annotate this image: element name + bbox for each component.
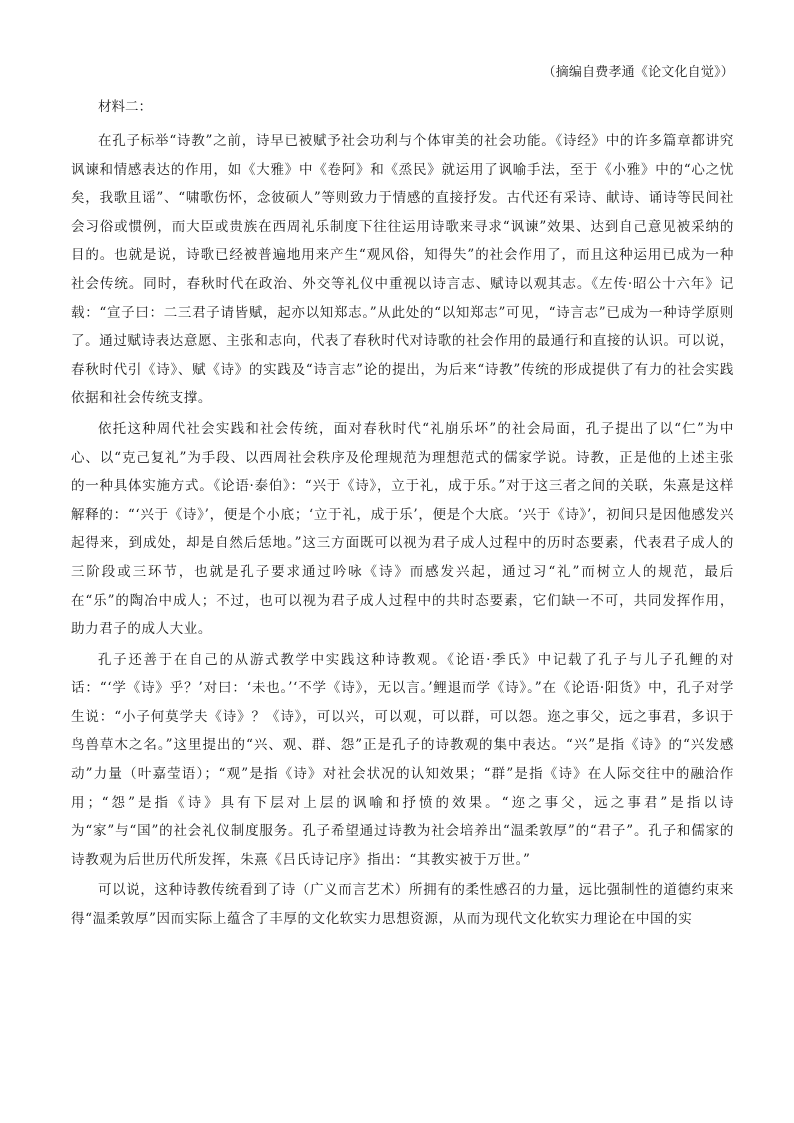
section-heading: 材料二： xyxy=(98,99,152,115)
paragraph-3: 孔子还善于在自己的从游式教学中实践这种诗教观。《论语·季氏》中记载了孔子与儿子孔鲤的对话：“‘学《诗》乎？’对曰：‘未也。’‘不学《诗》，无以言。’鲤退而学《诗》。”在《论语·阳货》中，孔子对学生说：“小子何莫学夫《诗》？《诗》，可以兴，可以观，可以群，可以怨。迩之事父，远之事君，多识于鸟兽草木之名。”这里提出的“兴、观、群、怨”正是孔子的诗教观的集中表达。“兴”是指《诗》的“兴发感动”力量（叶嘉莹语）；“观”是指《诗》对社会状况的认知效果；“群”是指《诗》在人际交往中的融洽作用；“怨”是指《诗》具有下层对上层的讽喻和抒愤的效果。“迩之事父，远之事君”是指以诗为“家”与“国”的社会礼仪制度服务。孔子希望通过诗教为社会培养出“温柔敦厚”的“君子”。孔子和儒家的诗教观为后世历代所发挥，朱熹《吕氏诗记序》指出：“其教实被于万世。” xyxy=(71,651,734,868)
paragraph-4: 可以说，这种诗教传统看到了诗（广义而言艺术）所拥有的柔性感召的力量，远比强制性的道德约束来得“温柔敦厚”因而实际上蕴含了丰厚的文化软实力思想资源，从而为现代文化软实力理论在中国的实 xyxy=(71,882,734,928)
paragraph-1: 在孔子标举“诗教”之前，诗早已被赋予社会功利与个体审美的社会功能。《诗经》中的许多篇章都讲究讽谏和情感表达的作用，如《大雅》中《卷阿》和《烝民》就运用了讽喻手法，至于《小雅》中的“心之忧矣，我歌且谣”、“啸歌伤怀，念彼硕人”等则致力于情感的直接抒发。古代还有采诗、献诗、诵诗等民间社会习俗或惯例，而大臣或贵族在西周礼乐制度下往往运用诗歌来寻求“讽谏”效果、达到自己意见被采纳的目的。也就是说，诗歌已经被普遍地用来产生“观风俗，知得失”的社会作用了，而且这种运用已成为一种社会传统。同时，春秋时代在政治、外交等礼仪中重视以诗言志、赋诗以观其志。《左传·昭公十六年》记载：“宣子曰：二三君子请皆赋，起亦以知郑志。”从此处的“以知郑志”可见，“诗言志”已成为一种诗学原则了。通过赋诗表达意愿、主张和志向，代表了春秋时代对诗歌的社会作用的最通行和直接的认识。可以说，春秋时代引《诗》、赋《诗》的实践及“诗言志”论的提出，为后来“诗教”传统的形成提供了有力的社会实践依据和社会传统支撑。 xyxy=(71,133,734,407)
source-citation: （摘编自费孝通《论文化自觉》） xyxy=(542,65,734,80)
paragraph-2: 依托这种周代社会实践和社会传统，面对春秋时代“礼崩乐坏”的社会局面，孔子提出了以“仁”为中心、以“克己复礼”为手段、以西周社会秩序及伦理规范为理想范式的儒家学说。诗教，正是他的上述主张的一种具体实施方式。《论语·泰伯》：“兴于《诗》，立于礼，成于乐。”对于这三者之间的关联，朱熹是这样解释的：“‘兴于《诗》’，便是个小底；‘立于礼，成于乐’，便是个大底。‘兴于《诗》’，初间只是因他感发兴起得来，到成处，却是自然后恁地。”这三方面既可以视为君子成人过程中的历时态要素，代表君子成人的三阶段或三环节，也就是孔子要求通过吟咏《诗》而感发兴起，通过习“礼”而树立人的规范，最后在“乐”的陶冶中成人；不过，也可以视为君子成人过程中的共时态要素，它们缺一不可，共同发挥作用，助力君子的成人大业。 xyxy=(71,420,734,638)
